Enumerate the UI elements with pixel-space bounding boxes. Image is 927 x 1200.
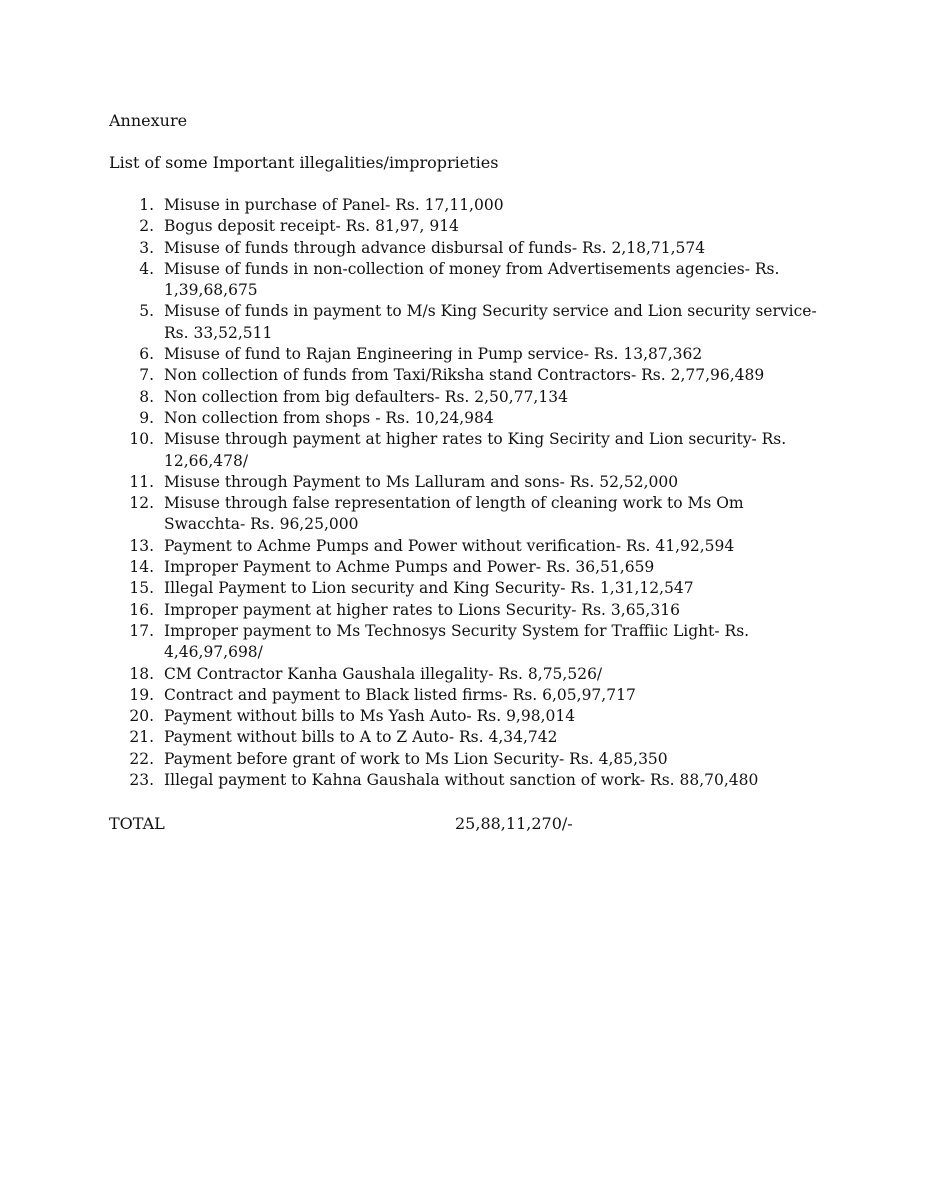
list-item-number: 6.	[139, 345, 154, 364]
list-item	[0, 216, 824, 237]
list-item-number: 23.	[129, 771, 154, 790]
list-item-number: 12.	[129, 494, 154, 513]
list-item-number: 5.	[139, 302, 154, 321]
list-item	[0, 536, 824, 557]
list-item-number: 19.	[129, 685, 154, 704]
list-item-text: CM Contractor Kanha Gaushala illegality- Rs. 8,75,526/	[164, 664, 603, 683]
list-item-number: 21.	[129, 728, 154, 747]
list-item	[0, 472, 824, 493]
list-item-text: Illegal Payment to Lion security and King Security- Rs. 1,31,12,547	[164, 579, 694, 598]
list-item-text: Payment without bills to A to Z Auto- Rs. 4,34,742	[164, 728, 558, 747]
annexure-heading: Annexure	[109, 111, 188, 130]
list-item-text: Misuse of funds in payment to M/s King Security service and Lion security service- Rs. 33,52,511	[164, 302, 817, 342]
list-item	[0, 493, 824, 536]
list-item	[0, 429, 824, 472]
list-item	[0, 365, 824, 386]
list-item	[0, 770, 824, 791]
list-item-number: 18.	[129, 664, 154, 683]
list-item-number: 8.	[139, 387, 154, 406]
list-item-text: Illegal payment to Kahna Gaushala without sanction of work- Rs. 88,70,480	[164, 771, 759, 790]
list-item-text: Contract and payment to Black listed firms- Rs. 6,05,97,717	[164, 685, 636, 704]
list-item	[0, 301, 824, 344]
list-item-number: 13.	[129, 536, 154, 555]
total-value: 25,88,11,270/-	[455, 814, 573, 833]
total-label: TOTAL	[109, 814, 165, 833]
list-item-text: Misuse of funds through advance disbursal of funds- Rs. 2,18,71,574	[164, 238, 706, 257]
list-item-number: 15.	[129, 579, 154, 598]
list-item-text: Non collection of funds from Taxi/Riksha stand Contractors- Rs. 2,77,96,489	[164, 366, 765, 385]
list-item-number: 2.	[139, 217, 154, 236]
list-item-number: 7.	[139, 366, 154, 385]
list-item-text: Non collection from big defaulters- Rs. 2,50,77,134	[164, 387, 568, 406]
list-item-number: 17.	[129, 621, 154, 640]
list-item-text: Bogus deposit receipt- Rs. 81,97, 914	[164, 217, 459, 236]
list-item	[0, 195, 824, 216]
list-item	[0, 706, 824, 727]
list-item	[0, 557, 824, 578]
list-item-text: Non collection from shops - Rs. 10,24,984	[164, 408, 494, 427]
list-item-text: Improper Payment to Achme Pumps and Power- Rs. 36,51,659	[164, 558, 655, 577]
list-item	[0, 238, 824, 259]
list-item-text: Payment to Achme Pumps and Power without verification- Rs. 41,92,594	[164, 536, 735, 555]
list-item	[0, 344, 824, 365]
list-item	[0, 408, 824, 429]
list-item	[0, 387, 824, 408]
list-item	[0, 727, 824, 748]
list-item-text: Misuse of funds in non-collection of money from Advertisements agencies- Rs. 1,39,68,675	[164, 259, 780, 300]
list-item-text: Misuse through Payment to Ms Lalluram and sons- Rs. 52,52,000	[164, 472, 679, 491]
list-item-number: 20.	[129, 707, 154, 726]
list-item-text: Payment without bills to Ms Yash Auto- Rs. 9,98,014	[164, 707, 576, 726]
list-item-number: 22.	[129, 749, 154, 768]
list-item	[0, 749, 824, 770]
list-item	[0, 664, 824, 685]
list-title: List of some Important illegalities/improprieties	[109, 153, 499, 172]
list-item-text: Misuse through false representation of length of cleaning work to Ms Om Swacchta- Rs. 96,25,000	[164, 494, 744, 534]
list-item-text: Payment before grant of work to Ms Lion Security- Rs. 4,85,350	[164, 749, 668, 768]
list-item-number: 16.	[129, 600, 154, 619]
list-item	[0, 578, 824, 599]
list-item-number: 9.	[139, 408, 154, 427]
list-item	[0, 621, 824, 664]
list-item-number: 1.	[139, 196, 154, 214]
list-item	[0, 685, 824, 706]
list-item-text: Misuse through payment at higher rates to King Secirity and Lion security- Rs. 12,66,478/	[164, 430, 787, 470]
list-item-text: Improper payment to Ms Technosys Security System for Traffiic Light- Rs. 4,46,97,698/	[164, 621, 750, 662]
list-item-number: 11.	[129, 472, 154, 491]
list-item-number: 3.	[139, 238, 154, 257]
list-item-text: Improper payment at higher rates to Lions Security- Rs. 3,65,316	[164, 600, 680, 619]
list-item-number: 4.	[139, 259, 154, 278]
list-item-text: Misuse in purchase of Panel- Rs. 17,11,000	[164, 196, 504, 214]
list-item-number: 10.	[129, 430, 154, 449]
list-item	[0, 600, 824, 621]
list-item-text: Misuse of fund to Rajan Engineering in Pump service- Rs. 13,87,362	[164, 345, 703, 364]
illegalities-list	[0, 195, 927, 791]
list-item	[0, 259, 824, 302]
list-item-number: 14.	[129, 558, 154, 577]
